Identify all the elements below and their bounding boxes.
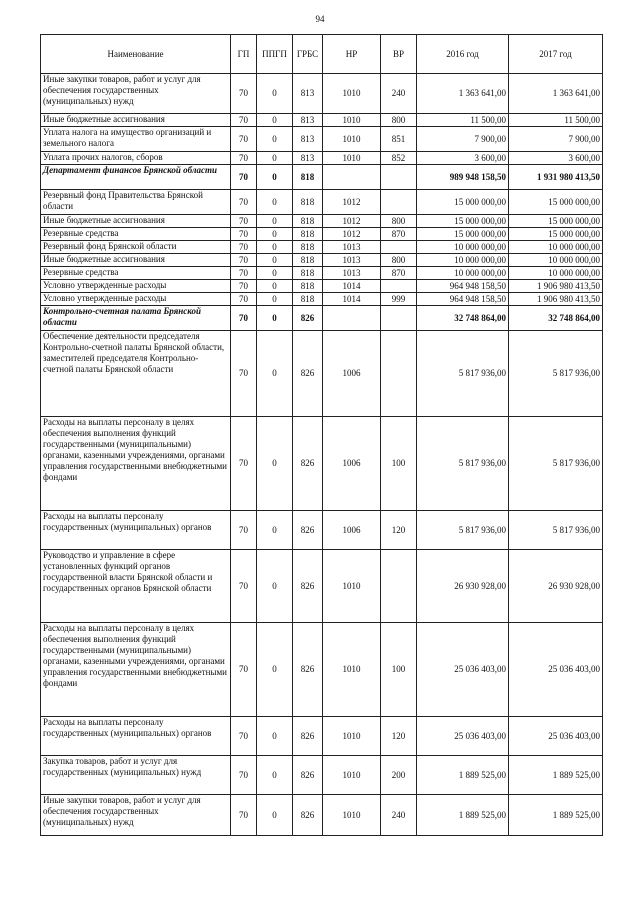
- cell-grbs: 826: [293, 795, 323, 836]
- cell-nr: 1010: [323, 717, 381, 756]
- table-row: [41, 756, 603, 795]
- cell-y2017: 15 000 000,00: [509, 190, 603, 215]
- cell-nr: 1010: [323, 756, 381, 795]
- cell-y2016: 1 363 641,00: [417, 74, 509, 114]
- cell-y2016: 15 000 000,00: [417, 228, 509, 241]
- cell-name: Иные бюджетные ассигнования: [41, 114, 231, 127]
- cell-vr: [381, 280, 417, 293]
- cell-gp: 70: [231, 623, 257, 717]
- table-row: [41, 306, 603, 331]
- cell-name: Контрольно-счетная палата Брянской области: [41, 306, 231, 331]
- cell-vr: [381, 550, 417, 623]
- cell-y2016: 26 930 928,00: [417, 550, 509, 623]
- cell-y2017: 1 906 980 413,50: [509, 293, 603, 306]
- table-row: [41, 511, 603, 550]
- cell-nr: 1014: [323, 280, 381, 293]
- cell-nr: 1013: [323, 254, 381, 267]
- header-nr: НР: [323, 35, 381, 74]
- table-row: [41, 190, 603, 215]
- cell-gp: 70: [231, 267, 257, 280]
- cell-name: Иные закупки товаров, работ и услуг для обеспечения государственных (муниципальных) нужд: [41, 795, 231, 836]
- cell-gp: 70: [231, 293, 257, 306]
- cell-gp: 70: [231, 511, 257, 550]
- cell-y2017: 5 817 936,00: [509, 511, 603, 550]
- cell-gp: 70: [231, 717, 257, 756]
- table-row: [41, 795, 603, 836]
- cell-y2017: 7 900,00: [509, 127, 603, 152]
- cell-y2017: 25 036 403,00: [509, 717, 603, 756]
- table-row: [41, 254, 603, 267]
- cell-gp: 70: [231, 241, 257, 254]
- cell-ppgp: 0: [257, 254, 293, 267]
- page-number: 94: [315, 14, 325, 24]
- cell-y2017: 10 000 000,00: [509, 241, 603, 254]
- cell-gp: 70: [231, 152, 257, 165]
- header-grbs: ГРБС: [293, 35, 323, 74]
- header-2017: 2017 год: [509, 35, 603, 74]
- cell-gp: 70: [231, 280, 257, 293]
- cell-nr: 1010: [323, 795, 381, 836]
- cell-vr: 852: [381, 152, 417, 165]
- cell-vr: 851: [381, 127, 417, 152]
- cell-grbs: 818: [293, 254, 323, 267]
- cell-vr: 240: [381, 795, 417, 836]
- cell-y2016: 989 948 158,50: [417, 165, 509, 190]
- cell-name: Руководство и управление в сфере установленных функций органов государственной власти Брянской области и государственных органов Брянской области: [41, 550, 231, 623]
- cell-gp: 70: [231, 550, 257, 623]
- cell-vr: 200: [381, 756, 417, 795]
- table-row: [41, 215, 603, 228]
- cell-name: Резервные средства: [41, 267, 231, 280]
- cell-ppgp: 0: [257, 795, 293, 836]
- cell-y2017: 5 817 936,00: [509, 417, 603, 511]
- cell-grbs: 818: [293, 280, 323, 293]
- cell-gp: 70: [231, 417, 257, 511]
- table-row: [41, 241, 603, 254]
- table-header-row: [41, 35, 603, 74]
- cell-ppgp: 0: [257, 417, 293, 511]
- cell-name: Условно утвержденные расходы: [41, 293, 231, 306]
- cell-y2017: 1 906 980 413,50: [509, 280, 603, 293]
- cell-name: Обеспечение деятельности председателя Контрольно-счетной палаты Брянской области, заместителей председателя Контрольно-счетной палаты Брянской области: [41, 331, 231, 417]
- cell-nr: 1010: [323, 623, 381, 717]
- cell-grbs: 813: [293, 74, 323, 114]
- table-row: [41, 267, 603, 280]
- table-row: [41, 152, 603, 165]
- cell-ppgp: 0: [257, 511, 293, 550]
- cell-vr: 800: [381, 114, 417, 127]
- cell-vr: [381, 331, 417, 417]
- cell-grbs: 826: [293, 717, 323, 756]
- cell-grbs: 818: [293, 190, 323, 215]
- cell-nr: 1012: [323, 215, 381, 228]
- cell-grbs: 818: [293, 215, 323, 228]
- cell-gp: 70: [231, 215, 257, 228]
- cell-y2017: 26 930 928,00: [509, 550, 603, 623]
- cell-vr: [381, 165, 417, 190]
- cell-vr: 999: [381, 293, 417, 306]
- cell-name: Закупка товаров, работ и услуг для государственных (муниципальных) нужд: [41, 756, 231, 795]
- header-name: Наименование: [41, 35, 231, 74]
- cell-vr: 240: [381, 74, 417, 114]
- cell-nr: 1014: [323, 293, 381, 306]
- table-row: [41, 228, 603, 241]
- cell-vr: 870: [381, 228, 417, 241]
- cell-y2017: 15 000 000,00: [509, 228, 603, 241]
- cell-nr: [323, 306, 381, 331]
- cell-name: Уплата налога на имущество организаций и земельного налога: [41, 127, 231, 152]
- cell-grbs: 826: [293, 306, 323, 331]
- cell-y2017: 10 000 000,00: [509, 254, 603, 267]
- cell-ppgp: 0: [257, 215, 293, 228]
- cell-name: Департамент финансов Брянской области: [41, 165, 231, 190]
- cell-y2017: 1 931 980 413,50: [509, 165, 603, 190]
- cell-y2016: 15 000 000,00: [417, 215, 509, 228]
- table-row: [41, 417, 603, 511]
- cell-ppgp: 0: [257, 550, 293, 623]
- cell-name: Резервный фонд Правительства Брянской области: [41, 190, 231, 215]
- table-row: [41, 165, 603, 190]
- cell-gp: 70: [231, 795, 257, 836]
- cell-gp: 70: [231, 127, 257, 152]
- cell-y2016: 25 036 403,00: [417, 717, 509, 756]
- cell-vr: [381, 190, 417, 215]
- cell-gp: 70: [231, 228, 257, 241]
- cell-nr: 1012: [323, 190, 381, 215]
- cell-name: Резервный фонд Брянской области: [41, 241, 231, 254]
- cell-nr: 1010: [323, 127, 381, 152]
- cell-y2016: 10 000 000,00: [417, 254, 509, 267]
- cell-gp: 70: [231, 74, 257, 114]
- cell-y2017: 1 363 641,00: [509, 74, 603, 114]
- cell-ppgp: 0: [257, 293, 293, 306]
- cell-nr: 1010: [323, 74, 381, 114]
- cell-nr: 1010: [323, 114, 381, 127]
- cell-grbs: 826: [293, 623, 323, 717]
- cell-ppgp: 0: [257, 74, 293, 114]
- cell-gp: 70: [231, 254, 257, 267]
- header-gp: ГП: [231, 35, 257, 74]
- cell-ppgp: 0: [257, 152, 293, 165]
- cell-name: Иные бюджетные ассигнования: [41, 254, 231, 267]
- cell-vr: [381, 306, 417, 331]
- cell-name: Иные бюджетные ассигнования: [41, 215, 231, 228]
- table-row: [41, 623, 603, 717]
- cell-y2017: 15 000 000,00: [509, 215, 603, 228]
- cell-nr: 1013: [323, 267, 381, 280]
- cell-y2016: 32 748 864,00: [417, 306, 509, 331]
- cell-name: Условно утвержденные расходы: [41, 280, 231, 293]
- cell-y2016: 15 000 000,00: [417, 190, 509, 215]
- cell-nr: 1010: [323, 152, 381, 165]
- cell-ppgp: 0: [257, 228, 293, 241]
- cell-ppgp: 0: [257, 190, 293, 215]
- cell-grbs: 818: [293, 241, 323, 254]
- cell-name: Расходы на выплаты персоналу государственных (муниципальных) органов: [41, 717, 231, 756]
- cell-y2016: 25 036 403,00: [417, 623, 509, 717]
- cell-y2017: 10 000 000,00: [509, 267, 603, 280]
- cell-vr: 800: [381, 254, 417, 267]
- cell-y2017: 1 889 525,00: [509, 756, 603, 795]
- cell-name: Иные закупки товаров, работ и услуг для обеспечения государственных (муниципальных) нужд: [41, 74, 231, 114]
- cell-nr: 1006: [323, 417, 381, 511]
- cell-y2016: 964 948 158,50: [417, 293, 509, 306]
- cell-gp: 70: [231, 756, 257, 795]
- cell-nr: [323, 165, 381, 190]
- cell-y2016: 7 900,00: [417, 127, 509, 152]
- cell-grbs: 813: [293, 127, 323, 152]
- cell-grbs: 826: [293, 550, 323, 623]
- cell-y2017: 3 600,00: [509, 152, 603, 165]
- cell-gp: 70: [231, 331, 257, 417]
- cell-nr: 1012: [323, 228, 381, 241]
- table-row: [41, 293, 603, 306]
- cell-grbs: 813: [293, 114, 323, 127]
- cell-nr: 1010: [323, 550, 381, 623]
- cell-y2017: 11 500,00: [509, 114, 603, 127]
- cell-grbs: 818: [293, 228, 323, 241]
- cell-nr: 1013: [323, 241, 381, 254]
- table-row: [41, 74, 603, 114]
- cell-ppgp: 0: [257, 280, 293, 293]
- cell-y2017: 32 748 864,00: [509, 306, 603, 331]
- cell-ppgp: 0: [257, 331, 293, 417]
- cell-grbs: 818: [293, 267, 323, 280]
- cell-grbs: 818: [293, 165, 323, 190]
- cell-vr: 800: [381, 215, 417, 228]
- cell-y2017: 5 817 936,00: [509, 331, 603, 417]
- cell-y2016: 1 889 525,00: [417, 756, 509, 795]
- cell-vr: 870: [381, 267, 417, 280]
- cell-name: Уплата прочих налогов, сборов: [41, 152, 231, 165]
- cell-y2016: 11 500,00: [417, 114, 509, 127]
- cell-y2016: 3 600,00: [417, 152, 509, 165]
- table-row: [41, 331, 603, 417]
- cell-ppgp: 0: [257, 267, 293, 280]
- header-vr: ВР: [381, 35, 417, 74]
- cell-grbs: 813: [293, 152, 323, 165]
- header-2016: 2016 год: [417, 35, 509, 74]
- cell-vr: 100: [381, 623, 417, 717]
- cell-gp: 70: [231, 190, 257, 215]
- cell-y2016: 1 889 525,00: [417, 795, 509, 836]
- header-ppgp: ППГП: [257, 35, 293, 74]
- cell-grbs: 826: [293, 756, 323, 795]
- cell-vr: 120: [381, 511, 417, 550]
- cell-gp: 70: [231, 306, 257, 331]
- cell-ppgp: 0: [257, 165, 293, 190]
- table-row: [41, 114, 603, 127]
- cell-ppgp: 0: [257, 127, 293, 152]
- cell-nr: 1006: [323, 511, 381, 550]
- cell-y2017: 25 036 403,00: [509, 623, 603, 717]
- cell-ppgp: 0: [257, 623, 293, 717]
- cell-ppgp: 0: [257, 241, 293, 254]
- cell-y2017: 1 889 525,00: [509, 795, 603, 836]
- cell-nr: 1006: [323, 331, 381, 417]
- table-row: [41, 717, 603, 756]
- cell-y2016: 5 817 936,00: [417, 417, 509, 511]
- cell-y2016: 964 948 158,50: [417, 280, 509, 293]
- cell-grbs: 826: [293, 511, 323, 550]
- table-row: [41, 550, 603, 623]
- cell-name: Расходы на выплаты персоналу в целях обеспечения выполнения функций государственными (муниципальными) органами, казенными учреждениями, органами управления государственными внебюджетными фондами: [41, 623, 231, 717]
- cell-y2016: 10 000 000,00: [417, 241, 509, 254]
- budget-table: [40, 34, 603, 836]
- cell-ppgp: 0: [257, 717, 293, 756]
- cell-y2016: 5 817 936,00: [417, 331, 509, 417]
- cell-ppgp: 0: [257, 306, 293, 331]
- cell-vr: 120: [381, 717, 417, 756]
- cell-y2016: 10 000 000,00: [417, 267, 509, 280]
- cell-ppgp: 0: [257, 114, 293, 127]
- table-row: [41, 280, 603, 293]
- cell-ppgp: 0: [257, 756, 293, 795]
- cell-vr: [381, 241, 417, 254]
- table-row: [41, 127, 603, 152]
- cell-vr: 100: [381, 417, 417, 511]
- cell-grbs: 818: [293, 293, 323, 306]
- cell-y2016: 5 817 936,00: [417, 511, 509, 550]
- cell-gp: 70: [231, 165, 257, 190]
- cell-name: Расходы на выплаты персоналу в целях обеспечения выполнения функций государственными (муниципальными) органами, казенными учреждениями, органами управления государственными внебюджетными фондами: [41, 417, 231, 511]
- cell-gp: 70: [231, 114, 257, 127]
- cell-grbs: 826: [293, 331, 323, 417]
- cell-name: Резервные средства: [41, 228, 231, 241]
- cell-name: Расходы на выплаты персоналу государственных (муниципальных) органов: [41, 511, 231, 550]
- cell-grbs: 826: [293, 417, 323, 511]
